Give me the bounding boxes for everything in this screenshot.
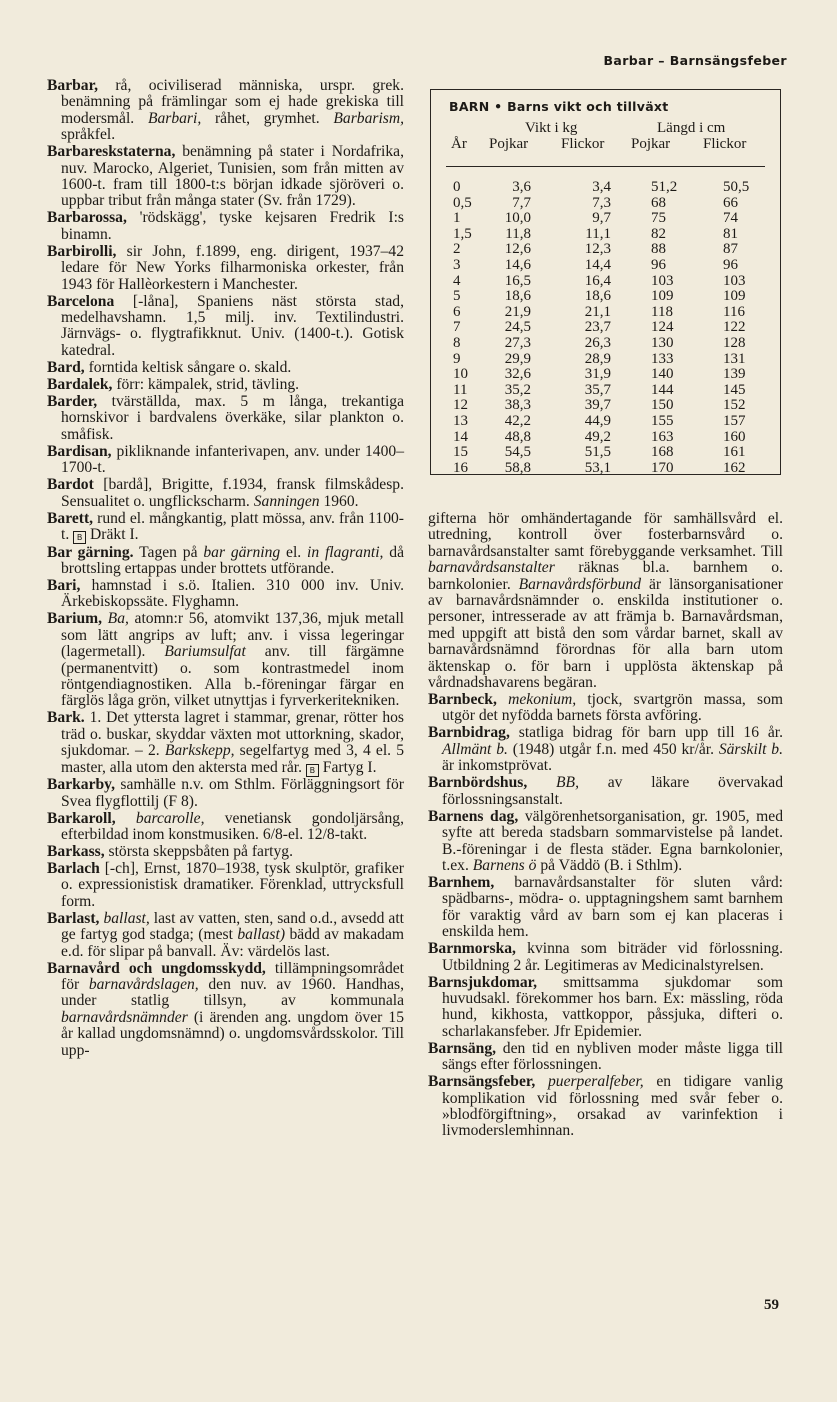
table-cell: 68 [651, 194, 666, 211]
entry-text: Barnens ö [472, 856, 537, 874]
table-cell: 103 [723, 272, 746, 289]
entry-text: Dräkt I. [86, 525, 139, 543]
table-body [431, 180, 780, 476]
table-cell: 3,4 [592, 179, 611, 195]
table-cell: 88 [651, 241, 666, 258]
table-cell: 74 [723, 210, 738, 227]
table-cell: 14 [453, 428, 468, 445]
table-cell: 51,2 [651, 179, 678, 195]
table-row [431, 336, 780, 352]
table-cell: 51,5 [584, 444, 611, 461]
table-row [431, 383, 780, 399]
table-cell: 3 [453, 256, 461, 273]
entry-text: en tidigare vanlig komplikation vid förlossning med svår feber o. »blodförgiftning», orsakad av varinfektion i livmoderslemhinnan. [442, 1073, 783, 1140]
table-title: BARN • Barns vikt och tillväxt [449, 99, 669, 114]
dictionary-entry [428, 775, 783, 808]
entry-headword: Barkaroll, [47, 809, 116, 827]
entry-headword: Bardalek, [47, 375, 113, 393]
dictionary-entry [47, 844, 404, 860]
entry-text: 'rödskägg', tyske kejsaren Fredrik I:s binamn. [61, 209, 404, 243]
entry-text: bädd av makadam e.d. för slipar på banvall. Äv: värdelös last. [61, 926, 405, 960]
table-cell: 7 [453, 319, 461, 336]
table-cell: 152 [723, 397, 746, 414]
entry-text: ballast) [237, 926, 286, 944]
table-cell: 5 [453, 288, 461, 305]
page-number: 59 [764, 1297, 779, 1313]
table-cell: 18,6 [584, 288, 611, 305]
table-cell: 44,9 [584, 412, 611, 429]
entry-text: forntida keltisk sångare o. skald. [84, 358, 292, 376]
dictionary-entry [47, 961, 404, 1059]
table-cell: 14,4 [584, 256, 611, 273]
entry-text: räknas bl.a. barnhem o. barnkolonier. [428, 559, 783, 593]
table-cell: 155 [651, 412, 674, 429]
entry-text: barnavårdslagen, [88, 976, 199, 993]
table-cell: 21,1 [584, 303, 611, 320]
entry-headword: Barnsängsfeber, [428, 1073, 536, 1091]
entry-text: Barkskepp, [164, 742, 235, 760]
table-cell: 96 [723, 256, 738, 273]
table-cell: 12 [453, 397, 468, 414]
entry-headword: Barnens dag, [428, 807, 519, 825]
table-cell: 124 [651, 319, 674, 336]
dictionary-entry [47, 511, 404, 544]
entry-text: på Väddö (B. i Sthlm). [536, 856, 683, 874]
dictionary-entry [47, 477, 404, 510]
table-cell: 1 [453, 210, 461, 227]
table-cell: 13 [453, 412, 468, 429]
table-cell: 168 [651, 444, 674, 461]
entry-text: [-låna], Spaniens näst största stad, medelhavshamn. 1,5 milj. inv. Textilindustri. Järnvägs- o. flygtrafikknut. Univ. (1400-t.). Gotisk katedral. [61, 292, 404, 359]
entry-headword: Bar gärning. [47, 543, 134, 561]
entry-headword: Barnbeck, [428, 691, 497, 709]
table-cell: 15 [453, 444, 468, 461]
table-cell: 144 [651, 381, 674, 398]
dictionary-entry [428, 975, 783, 1041]
illustration-reference-icon: B [306, 764, 319, 777]
dictionary-entry [47, 911, 404, 960]
dictionary-entry [47, 777, 404, 810]
entry-text: hamnstad i s.ö. Italien. 310 000 inv. Univ. Ärkebiskopssäte. Flyghamn. [61, 576, 404, 611]
dictionary-entry [47, 78, 404, 144]
table-cell: 35,2 [504, 381, 531, 398]
entry-text: bar gärning [203, 543, 281, 561]
dictionary-entry [47, 444, 404, 477]
table-row [431, 352, 780, 368]
entry-text: största skeppsbåten på fartyg. [104, 842, 293, 860]
illustration-reference-icon: B [73, 531, 86, 544]
table-cell: 160 [723, 428, 746, 445]
entry-text: (1948) utgår f.n. med 450 kr/år. [507, 740, 719, 758]
table-cell: 109 [723, 288, 746, 305]
table-cell: 10,0 [504, 210, 531, 227]
entry-headword: Bari, [47, 576, 81, 594]
entry-text: barnavårdsnämnder [61, 1008, 188, 1026]
entry-text: 1. Det yttersta lagret i stammar, grenar, rötter hos träd o. buskar, skyddar växten mot uttorkning, skador, sjukdomar. – 2. [61, 709, 404, 760]
entry-text: [bardå], Brigitte, f.1934, fransk filmskådesp. Sensualitet o. ungflickscharm. [61, 476, 404, 510]
table-cell: 58,8 [504, 459, 531, 476]
table-cell: 26,3 [584, 334, 611, 351]
entry-text: Särskilt b. [718, 740, 783, 758]
entry-headword: Barkarby, [47, 776, 116, 794]
entry-text: då brottsling ertappas under brottets utförande. [61, 543, 404, 577]
entry-text: tvärställda, max. 5 m långa, trekantiga hornskivor i bardvalens överkäke, silar plankton o. småfisk. [61, 392, 404, 443]
entry-text: välgörenhetsorganisation, gr. 1905, med syfte att bereda stadsbarn sommarvistelse på landet. B.-föreningar i de flesta städer. Egna barnkolonier, t.ex. [442, 807, 783, 874]
entry-headword: Barkass, [47, 842, 105, 860]
table-row [431, 227, 780, 243]
entry-text: tjock, svartgrön massa, som utgör det nyfödda barnets första avföring. [442, 691, 783, 725]
table-cell: 11 [453, 381, 468, 398]
table-cell: 75 [651, 210, 666, 227]
table-cell: 122 [723, 319, 746, 336]
dictionary-entry [47, 811, 404, 844]
table-cell: 103 [651, 272, 674, 289]
table-cell: 50,5 [723, 179, 750, 195]
entry-text: råhet, grymhet. [201, 109, 334, 127]
right-column [428, 511, 783, 1140]
entry-text: BB, [556, 774, 579, 792]
dictionary-entry [47, 210, 404, 243]
entry-headword: Bardisan, [47, 442, 112, 460]
entry-text: sir John, f.1899, eng. dirigent, 1937–42 ledare för New Yorks filharmoniska orkester, från 1943 för Hallèorkestern i Manchester. [61, 242, 404, 293]
entry-text: den tid en nybliven moder måste ligga till sängs efter förlossningen. [442, 1039, 783, 1074]
entry-text: barnavårdsanstalter [428, 559, 555, 577]
dictionary-entry [428, 1074, 783, 1140]
table-cell: 53,1 [584, 459, 611, 476]
entry-text: rund el. mångkantig, platt mössa, anv. från 1100-t. [61, 509, 404, 543]
table-row [431, 461, 780, 477]
entry-headword: Barium, [47, 610, 103, 628]
table-cell: 2 [453, 241, 461, 258]
table-cell: 27,3 [504, 334, 531, 351]
table-cell: 18,6 [504, 288, 531, 305]
table-cell: 0,5 [453, 194, 472, 211]
dictionary-entry [428, 809, 783, 875]
table-cell: 12,3 [584, 241, 611, 258]
table-cell: 1,5 [453, 225, 472, 242]
table-cell: 162 [723, 459, 746, 476]
table-cell: 29,9 [504, 350, 531, 367]
table-cell: 139 [723, 366, 746, 383]
table-cell: 150 [651, 397, 674, 414]
entry-headword: Barnavård och ungdomsskydd, [47, 959, 266, 977]
table-row [431, 196, 780, 212]
table-row [431, 445, 780, 461]
entry-text: den nuv. av 1960. Handhas, under statlig tillsyn, av kommunala [61, 976, 404, 1010]
entry-text: mekonium, [508, 691, 577, 709]
entry-text: benämning på stater i Nordafrika, nuv. Marocko, Algeriet, Tunisien, som från mitten av 1600-t. fram till 1800-t:s början idkade sjöröveri o. uppbar tribut från många stater (Sv. från 1729). [61, 143, 404, 210]
dictionary-entry [47, 360, 404, 376]
table-cell: 32,6 [504, 366, 531, 383]
table-header [431, 114, 780, 160]
table-row [431, 258, 780, 274]
entry-text: barnavårdsanstalter för sluten vård: spädbarns-, mödra- o. upptagningshem samt barnhem för varaktig vård av barn som ej kan placeras i enskilda hem. [442, 873, 783, 941]
dictionary-entry [428, 725, 783, 774]
table-cell: 87 [723, 241, 738, 258]
girls-length-header: Flickor [703, 136, 747, 152]
running-head: Barbar – Barnsängsfeber [603, 53, 787, 68]
entry-headword: Barnbidrag, [428, 724, 510, 742]
table-cell: 21,9 [504, 303, 531, 320]
table-cell: 8 [453, 334, 461, 351]
table-row [431, 180, 780, 196]
table-cell: 48,8 [504, 428, 531, 445]
entry-text: statliga bidrag för barn upp till 16 år. [509, 724, 783, 742]
entry-headword: Barbirolli, [47, 242, 117, 260]
table-cell: 16,4 [584, 272, 611, 289]
table-cell: 11,1 [585, 225, 611, 242]
dictionary-entry [47, 611, 404, 709]
entry-text: smittsamma sjukdomar som huvudsakl. förekommer hos barn. Ex: mässling, röda hund, kikhosta, vattkoppor, påssjuka, difteri o. scharlakansfeber. Jfr Epidemier. [442, 973, 783, 1040]
entry-text: 1960. [319, 492, 359, 510]
table-cell: 12,6 [504, 241, 531, 258]
table-cell: 163 [651, 428, 674, 445]
entry-text: förr: kämpalek, strid, tävling. [112, 375, 300, 393]
entry-text: (i ärenden ang. ungdom över 15 år kallad ungdomsnämnd) o. ungdomsvårdsskolor. Till upp- [61, 1008, 404, 1059]
table-cell: 31,9 [584, 366, 611, 383]
table-cell: 3,6 [512, 179, 531, 195]
entry-headword: Barnbördshus, [428, 774, 528, 792]
dictionary-entry [47, 861, 404, 910]
entry-text: Tagen på [133, 543, 204, 561]
dictionary-entry [47, 294, 404, 360]
boys-length-header: Pojkar [631, 136, 671, 152]
weight-header: Vikt i kg [525, 120, 578, 136]
entry-text: atomn:r 56, atomvikt 137,36, mjuk metall som lätt angrips av luft; anv. i vissa legeringar (lagermetall). [61, 610, 404, 661]
table-cell: 7,3 [592, 194, 611, 211]
dictionary-entry [428, 1041, 783, 1074]
entry-text [527, 774, 556, 791]
table-cell: 118 [651, 303, 673, 320]
entry-text: el. [280, 543, 308, 561]
entry-text: in flagranti, [307, 543, 384, 561]
entry-headword: Barbareskstaterna, [47, 143, 176, 161]
entry-text: är länsorganisationer av barnavårdsnämnder o. enskilda institutioner o. personer, intresserade av att främja b. Barnavårdsman, med uppgift att bistå den som vårdar barnet, skall av barnavårdsnämnd förordnas för alla barn utom äktenskap o. för barn i upplösta äktenskap på vårdnadshavarens begäran. [428, 575, 783, 692]
table-cell: 14,6 [504, 256, 531, 273]
entry-headword: Barnsjukdomar, [428, 973, 538, 991]
table-cell: 145 [723, 381, 746, 398]
entry-headword: Barlach [47, 859, 100, 877]
entry-text: [-ch], Ernst, 1870–1938, tysk skulptör, grafiker o. expressionistisk dramatiker. Förenklad, uttrycksfull form. [61, 859, 404, 910]
entry-headword: Bark. [47, 709, 85, 727]
table-cell: 157 [723, 412, 746, 429]
table-cell: 66 [723, 194, 738, 211]
table-row [431, 211, 780, 227]
table-cell: 11,8 [505, 225, 531, 242]
dictionary-entry [47, 377, 404, 393]
table-row [431, 414, 780, 430]
table-cell: 54,5 [504, 444, 531, 461]
entry-headword: Barder, [47, 392, 98, 410]
table-cell: 161 [723, 444, 746, 461]
table-cell: 35,7 [584, 381, 611, 398]
entry-text: venetiansk gondoljärsång, efterbildad inom konstmusiken. 6/8-el. 12/8-takt. [61, 809, 404, 843]
table-cell: 6 [453, 303, 461, 320]
entry-text: rå, ociviliserad människa, urspr. grek. benämning på främlingar som ej hade grekiska till modersmål. [61, 77, 404, 127]
entry-text: Barbarism, [333, 109, 405, 127]
entry-text: språkfel. [61, 126, 116, 144]
table-cell: 133 [651, 350, 674, 367]
table-cell: 49,2 [584, 428, 611, 445]
girls-weight-header: Flickor [561, 136, 605, 152]
dictionary-entry [428, 511, 783, 691]
dictionary-entry [47, 545, 404, 578]
entry-headword: Barnhem, [428, 873, 495, 891]
entry-text: ballast, [103, 909, 150, 927]
table-cell: 10 [453, 366, 468, 383]
table-cell: 24,5 [504, 319, 531, 336]
table-cell: 81 [723, 225, 738, 242]
entry-text: Barnavårdsförbund [518, 575, 642, 593]
table-cell: 0 [453, 179, 461, 195]
entry-text: barcarolle, [135, 809, 205, 827]
entry-text: är inkomstprövat. [442, 757, 553, 775]
dictionary-entry [428, 692, 783, 725]
dictionary-entry [428, 941, 783, 974]
entry-headword: Barlast, [47, 909, 100, 927]
table-cell: 42,2 [504, 412, 531, 429]
table-row [431, 320, 780, 336]
entry-text: av läkare övervakad förlossningsanstalt. [442, 774, 783, 808]
table-cell: 7,7 [512, 194, 531, 211]
entry-text: last av vatten, sten, sand o.d., avsedd att ge fartyg god stadga; (mest [61, 909, 404, 944]
table-cell: 39,7 [584, 397, 611, 414]
table-cell: 131 [723, 350, 746, 367]
table-row [431, 367, 780, 383]
dictionary-entry [47, 394, 404, 443]
entry-text: segelfartyg med 3, 4 el. 5 master, alla utom den aktersta med rår. [61, 742, 404, 776]
table-cell: 38,3 [504, 397, 531, 414]
table-cell: 9 [453, 350, 461, 367]
dictionary-entry [47, 244, 404, 293]
boys-weight-header: Pojkar [489, 136, 529, 152]
entry-headword: Bardot [47, 476, 94, 494]
table-cell: 140 [651, 366, 674, 383]
table-cell: 28,9 [584, 350, 611, 367]
entry-text: puerperalfeber, [547, 1073, 644, 1091]
table-row [431, 289, 780, 305]
left-column [47, 78, 404, 1060]
table-cell: 128 [723, 334, 746, 351]
entry-text: Fartyg I. [318, 758, 377, 776]
table-cell: 109 [651, 288, 674, 305]
table-cell: 23,7 [584, 319, 611, 336]
table-row [431, 430, 780, 446]
entry-text: Bariumsulfat [164, 643, 246, 661]
dictionary-entry [47, 578, 404, 611]
table-row [431, 274, 780, 290]
entry-text: Barbari, [147, 109, 202, 127]
table-cell: 130 [651, 334, 674, 351]
entry-text [497, 691, 508, 708]
table-cell: 4 [453, 272, 461, 289]
dictionary-entry [47, 144, 404, 210]
table-cell: 96 [651, 256, 666, 273]
entry-text: samhälle n.v. om Sthlm. Förläggningsort för Svea flygflottilj (F 8). [61, 776, 404, 810]
entry-text [116, 810, 136, 827]
table-row [431, 242, 780, 258]
header-divider [446, 166, 765, 167]
entry-headword: Barett, [47, 509, 94, 527]
entry-text: Sanningen [253, 492, 320, 510]
entry-text: tillämpningsområdet för [61, 959, 404, 993]
entry-headword: Bard, [47, 358, 85, 376]
table-cell: 9,7 [592, 210, 611, 227]
entry-text: gifterna hör omhändertagande för samhällsvård el. utredning, kontroll över fosterbarnsvård o. barnavårdsanstalter samt förebyggande verksamhet. Till [428, 510, 783, 560]
table-cell: 16,5 [504, 272, 531, 289]
table-cell: 116 [723, 303, 745, 320]
entry-headword: Barnsäng, [428, 1039, 497, 1057]
entry-headword: Barbar, [47, 77, 98, 94]
dictionary-entry [47, 710, 404, 776]
table-cell: 170 [651, 459, 674, 476]
entry-text [535, 1073, 548, 1090]
year-header: År [451, 136, 467, 152]
table-cell: 82 [651, 225, 666, 242]
entry-headword: Barbarossa, [47, 209, 127, 227]
entry-text: anv. till färgämne (permanentvitt) o. som kontrastmedel inom röntgendiagnostiken. Alla b.-föreningar färgar en färglös låga grön, vilket utnyttjas i fyrverkeritekniken. [61, 643, 404, 710]
dictionary-entry [428, 875, 783, 941]
entry-text: kvinna som biträder vid förlossning. Utbildning 2 år. Legitimeras av Medicinalstyrelsen. [442, 940, 783, 974]
table-row [431, 305, 780, 321]
child-growth-table [430, 89, 781, 475]
length-header: Längd i cm [657, 120, 726, 136]
table-row [431, 398, 780, 414]
entry-text: Ba, [107, 610, 129, 628]
entry-text: Allmänt b. [442, 740, 508, 758]
table-cell: 16 [453, 459, 468, 476]
entry-headword: Barcelona [47, 292, 115, 310]
entry-headword: Barnmorska, [428, 940, 516, 958]
entry-text: pikliknande infanterivapen, anv. under 1400–1700-t. [61, 442, 404, 477]
